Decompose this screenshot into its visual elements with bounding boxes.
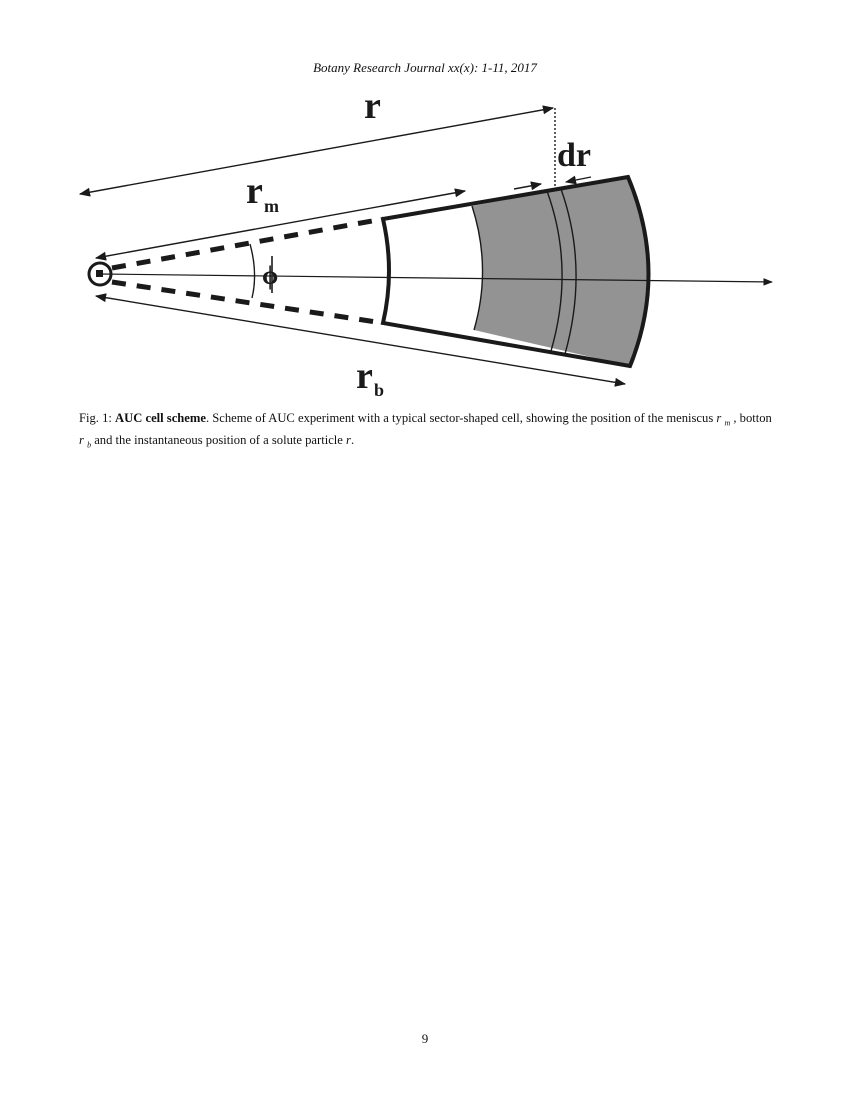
- dr-arrow-left: [514, 184, 541, 189]
- rm-subscript: m: [264, 196, 279, 216]
- phi-label: ϕ: [262, 261, 279, 290]
- r-label: r: [364, 85, 381, 127]
- rm-arrow: [96, 191, 465, 258]
- caption-title: AUC cell scheme: [115, 411, 206, 425]
- figure-caption: Fig. 1: AUC cell scheme. Scheme of AUC experiment with a typical sector-shaped cell, showing the position of the meniscus r $_m$ , botton r $_b$ and the instantaneous position of a solute particle r.: [79, 411, 772, 450]
- page-number: 9: [421, 1031, 429, 1046]
- dr-label: dr: [557, 137, 591, 174]
- rm-label: r: [246, 170, 263, 212]
- auc-cell-diagram: [0, 0, 850, 400]
- rb-label: r: [356, 355, 373, 397]
- r-arrow: [80, 108, 553, 194]
- rb-subscript: b: [374, 380, 385, 400]
- sector-dash-top: [112, 219, 383, 268]
- caption-prefix: Fig. 1:: [79, 411, 116, 425]
- dr-arrow-right: [566, 177, 591, 182]
- sector-dash-bottom: [112, 282, 383, 323]
- running-header: Botany Research Journal xx(x): 1-11, 2017: [313, 60, 537, 75]
- solute-region: [472, 177, 649, 366]
- angle-arc: [250, 244, 255, 298]
- central-axis: [100, 274, 772, 282]
